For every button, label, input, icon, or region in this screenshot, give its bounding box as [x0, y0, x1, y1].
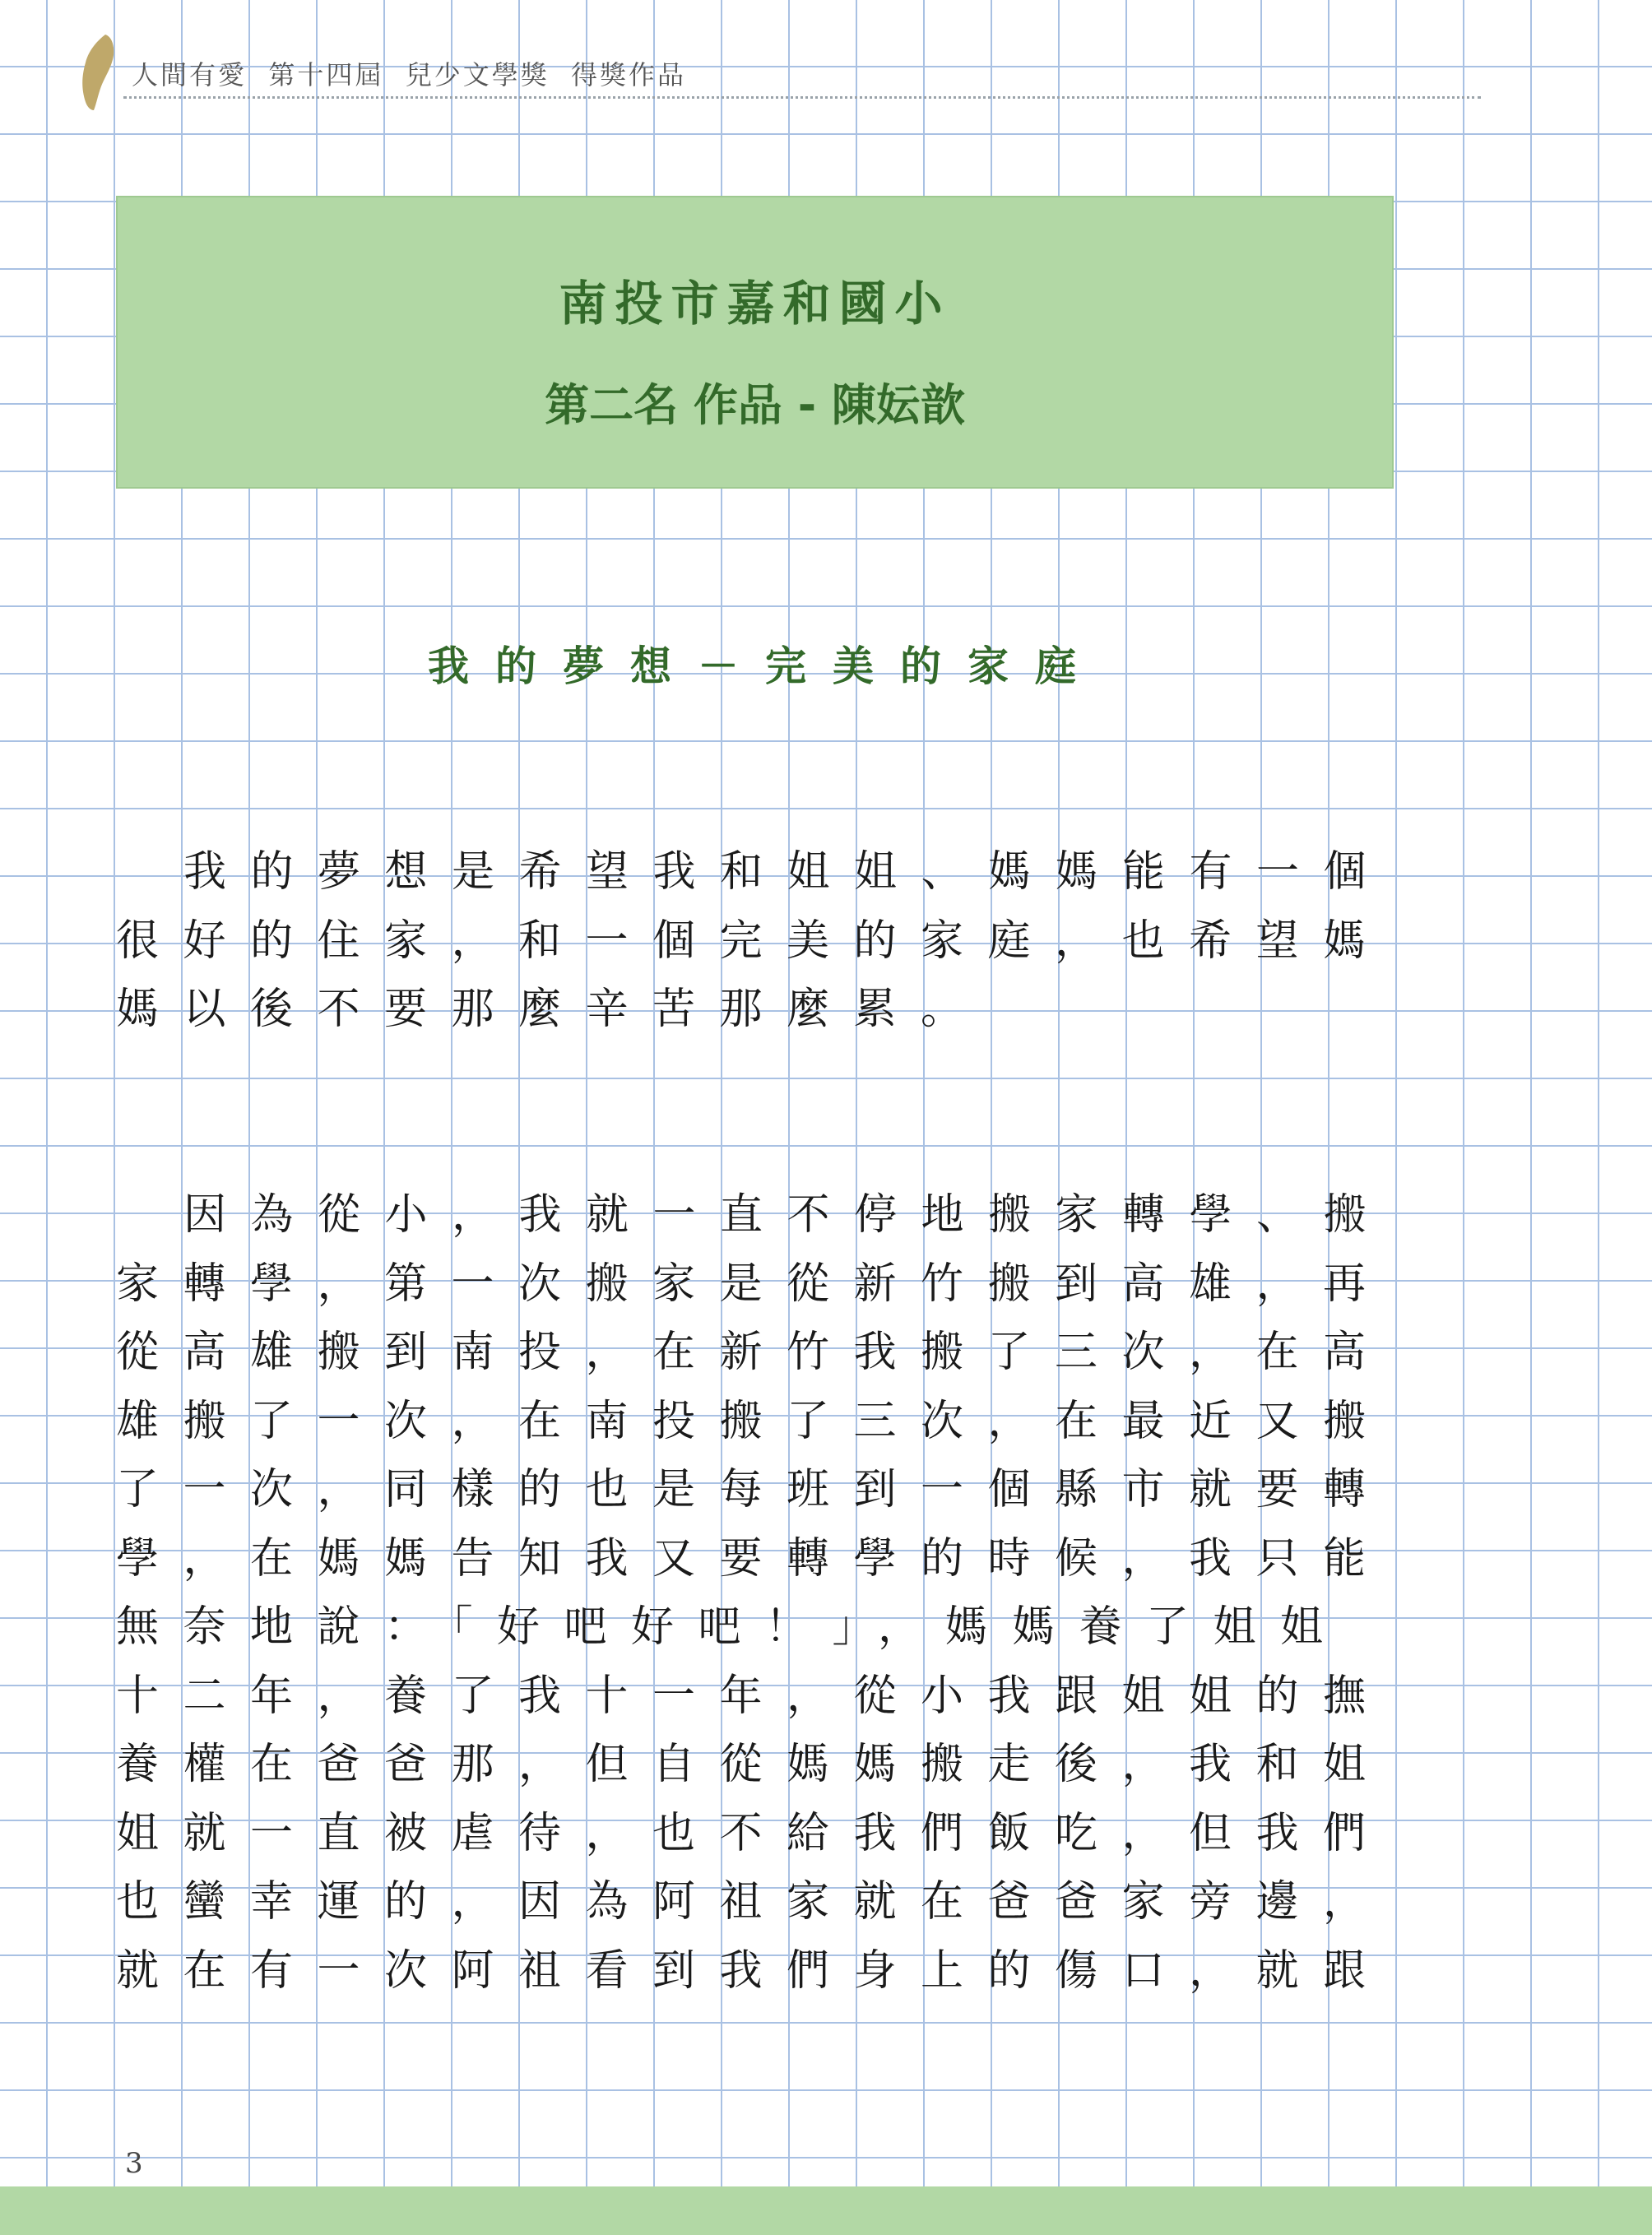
text-line: 就在有一次阿祖看到我們身上的傷口，就跟 [116, 1945, 1390, 1996]
text-line: 很好的住家，和一個完美的家庭，也希望媽 [116, 916, 1390, 966]
text-line: 無奈地說：「好吧好吧！」，媽媽養了姐姐 [116, 1602, 1348, 1653]
text-line: 媽以後不要那麼辛苦那麼累。 [116, 985, 988, 1035]
paragraph-1 [116, 833, 1399, 1040]
school-name: 南投市嘉和國小 [559, 276, 951, 332]
text-line: 從高雄搬到南投，在新竹我搬了三次，在高 [116, 1328, 1390, 1378]
essay-title: 我的夢想－完美的家庭 [428, 642, 1102, 690]
header-dotted-rule [123, 96, 1481, 99]
text-line: 雄搬了一次，在南投搬了三次，在最近又搬 [116, 1396, 1390, 1446]
title-banner [116, 196, 1394, 489]
text-line: 家轉學，第一次搬家是從新竹搬到高雄，再 [116, 1259, 1390, 1309]
text-line: 了一次，同樣的也是每班到一個縣市就要轉 [116, 1465, 1390, 1515]
award-line: 第二名 作品 - 陳妘歆 [545, 379, 965, 431]
text-line: 我的夢想是希望我和姐姐、媽媽能有一個 [183, 847, 1391, 897]
page-number: 3 [125, 2147, 143, 2180]
text-line: 學，在媽媽告知我又要轉學的時候，我只能 [116, 1533, 1390, 1584]
text-line: 養權在爸爸那，但自從媽媽搬走後，我和姐 [116, 1740, 1390, 1790]
text-line: 也蠻幸運的，因為阿祖家就在爸爸家旁邊， [116, 1877, 1390, 1927]
taiwan-leaf-icon [74, 31, 123, 114]
text-line: 十二年，養了我十一年，從小我跟姐姐的撫 [116, 1671, 1390, 1721]
paragraph-2 [116, 1176, 1399, 2001]
running-header: 人間有愛 第十四屆 兒少文學獎 得獎作品 [132, 59, 687, 90]
text-line: 姐就一直被虐待，也不給我們飯吃，但我們 [116, 1808, 1390, 1858]
footer-bar [0, 2186, 1652, 2235]
text-line: 因為從小，我就一直不停地搬家轉學、搬 [183, 1190, 1391, 1240]
